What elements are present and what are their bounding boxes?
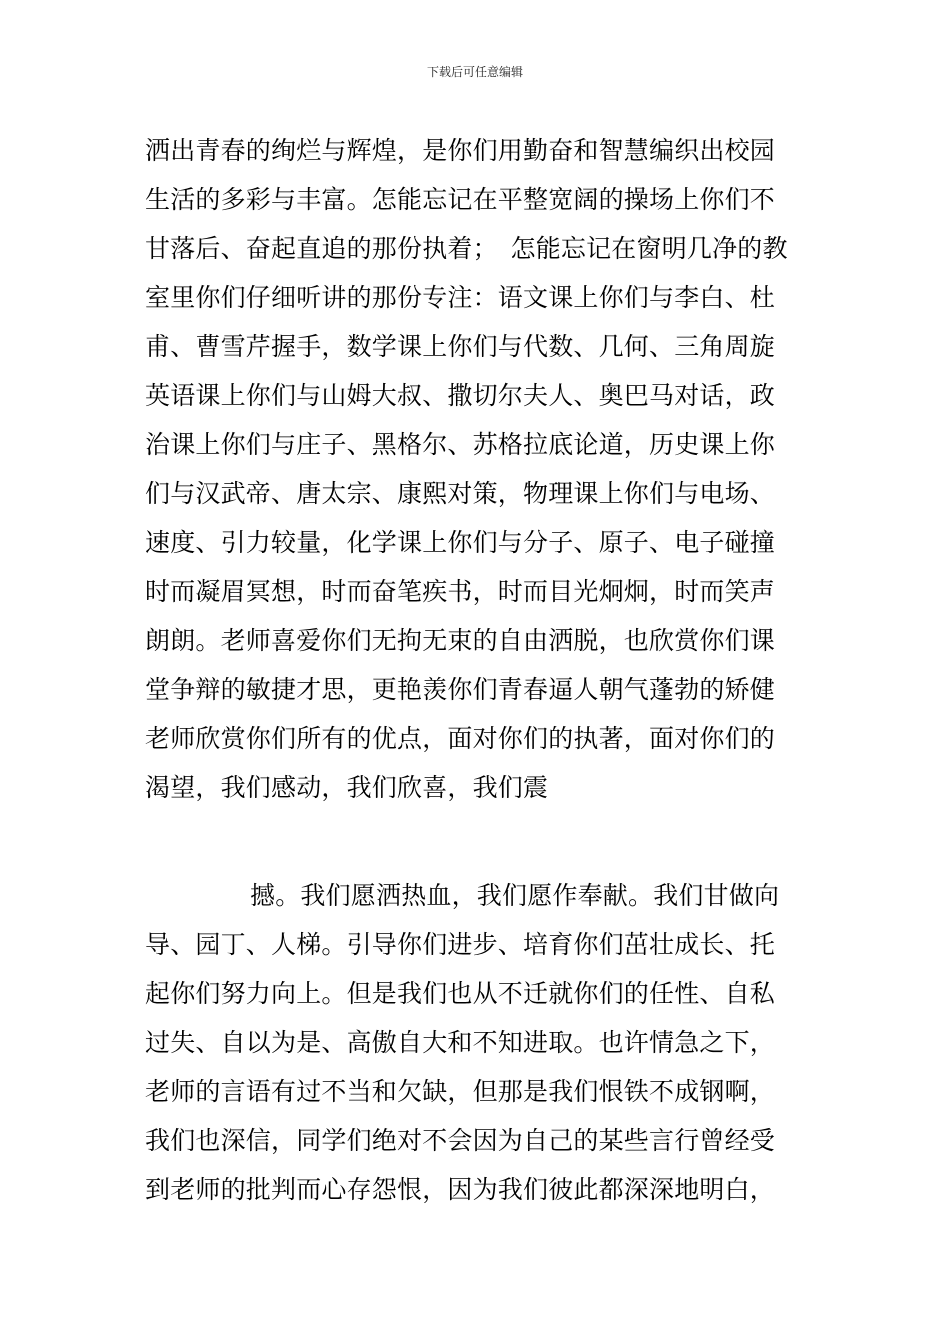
text-line: 生活的多彩与丰富。怎能忘记在平整宽阔的操场上你们不 — [145, 185, 776, 214]
text-line: 导、园丁、人梯。引导你们进步、培育你们茁壮成长、托 — [145, 930, 776, 959]
text-line: 老师的言语有过不当和欠缺，但那是我们恨铁不成钢啊， — [145, 1077, 776, 1106]
text-line: 治课上你们与庄子、黑格尔、苏格拉底论道，历史课上你 — [145, 430, 776, 459]
text-line: 速度、引力较量，化学课上你们与分子、原子、电子碰撞 — [145, 528, 776, 557]
text-line: 堂争辩的敏捷才思，更艳羡你们青春逼人朝气蓬勃的矫健 — [145, 675, 776, 704]
text-line: 朗朗。老师喜爱你们无拘无束的自由洒脱，也欣赏你们课 — [145, 626, 776, 655]
text-line: 老师欣赏你们所有的优点，面对你们的执著，面对你们的 — [145, 724, 776, 753]
text-line: 们与汉武帝、唐太宗、康熙对策，物理课上你们与电场、 — [145, 479, 776, 508]
text-line: 渴望，我们感动，我们欣喜，我们震 — [145, 773, 549, 802]
text-line: 到老师的批判而心存怨恨，因为我们彼此都深深地明白， — [145, 1175, 776, 1204]
text-line: 我们也深信，同学们绝对不会因为自己的某些言行曾经受 — [145, 1126, 776, 1155]
text-line: 室里你们仔细听讲的那份专注：语文课上你们与李白、杜 — [145, 283, 776, 312]
page-header: 下载后可任意编辑 — [426, 65, 523, 79]
text-line-indented: 撼。我们愿洒热血，我们愿作奉献。我们甘做向 — [250, 881, 780, 910]
text-line: 过失、自以为是、高傲自大和不知进取。也许情急之下， — [145, 1028, 776, 1057]
text-line: 洒出青春的绚烂与辉煌，是你们用勤奋和智慧编织出校园 — [145, 136, 776, 165]
text-line: 甫、曹雪芹握手，数学课上你们与代数、几何、三角周旋 — [145, 332, 776, 361]
text-line: 英语课上你们与山姆大叔、撒切尔夫人、奥巴马对话，政 — [145, 381, 776, 410]
text-line: 甘落后、奋起直追的那份执着； 怎能忘记在窗明几净的教 — [145, 234, 788, 263]
text-line: 时而凝眉冥想，时而奋笔疾书，时而目光炯炯，时而笑声 — [145, 577, 776, 606]
text-line: 起你们努力向上。但是我们也从不迁就你们的任性、自私 — [145, 979, 776, 1008]
